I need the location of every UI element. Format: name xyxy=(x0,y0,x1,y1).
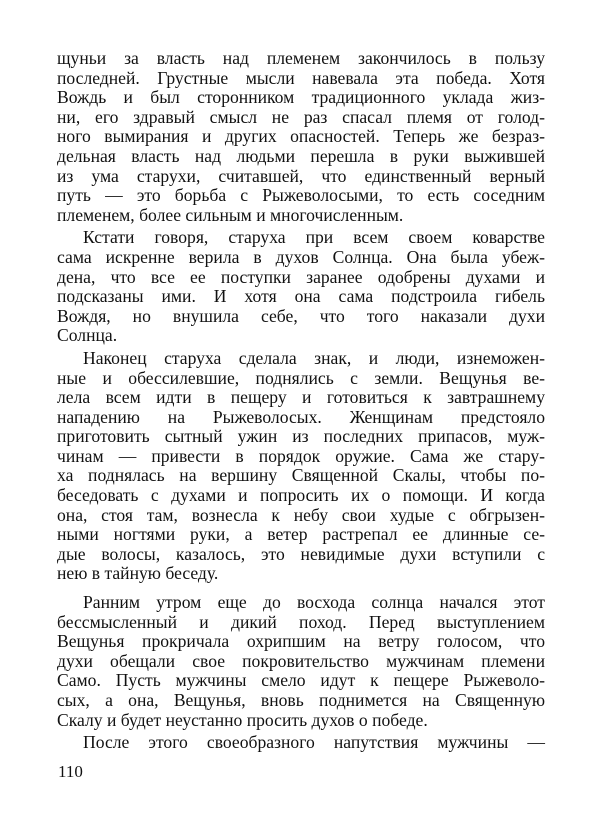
text-line: щуньи за власть над племенем закончилось в пользу xyxy=(57,48,545,68)
text-block-top xyxy=(57,49,545,584)
text-line: ни, его здравый смысл не раз спасал племя от голод- xyxy=(57,106,545,127)
text-line: племенем, более сильным и многочисленным. xyxy=(57,204,404,225)
text-line: путь — это борьба с Рыжеволосыми, то есть соседним xyxy=(57,185,545,206)
text-line: бессмысленный и дикий поход. Перед выступлением xyxy=(57,611,545,632)
text-line: сых, а она, Вещунья, вновь поднимется на Священную xyxy=(57,689,545,710)
text-line: ные и обессилевшие, поднялись с земли. Вещунья ве- xyxy=(57,367,545,388)
text-line: Наконец старуха сделала знак, и люди, изнеможен- xyxy=(83,347,545,368)
page-number: 110 xyxy=(58,762,83,781)
text-line: Вождь и был сторонником традиционного уклада жиз- xyxy=(57,87,545,108)
text-line: приготовить сытный ужин из последних припасов, муж- xyxy=(57,426,545,447)
text-block-bottom xyxy=(57,593,545,753)
text-line: Вождя, но внушила себе, что того наказали духи xyxy=(57,305,545,326)
text-line: чинам — привести в порядок оружие. Сама же стару- xyxy=(57,445,545,466)
text-line: дена, что все ее поступки заранее одобрены духами и xyxy=(57,266,545,287)
text-line: беседовать с духами и попросить их о помощи. И когда xyxy=(57,485,545,506)
text-line: Солнца. xyxy=(57,325,118,346)
text-line: духи обещали свое покровительство мужчинам племени xyxy=(57,650,545,671)
paragraph xyxy=(57,349,545,584)
text-line: подсказаны ими. И хотя она сама подстроила гибель xyxy=(57,286,545,307)
paragraph xyxy=(57,228,545,346)
text-line: последней. Грустные мысли навевала эта победа. Хотя xyxy=(57,67,545,88)
text-line: После этого своеобразного напутствия мужчины — xyxy=(83,732,545,753)
text-line: ного вымирания и других опасностей. Теперь же безраз- xyxy=(57,126,545,147)
text-line: Скалу и будет неустанно просить духов о победе. xyxy=(57,709,428,730)
text-line: Ранним утром еще до восхода солнца начался этот xyxy=(83,592,545,612)
text-line: она, стоя там, вознесла к небу свои худые с обгрызен- xyxy=(57,504,545,525)
paragraph xyxy=(57,593,545,730)
text-line: дые волосы, казалось, это невидимые духи вступили с xyxy=(57,543,545,564)
paragraph xyxy=(57,49,545,225)
text-line: ха поднялась на вершину Священной Скалы, чтобы по- xyxy=(57,465,545,486)
text-line: нападению на Рыжеволосых. Женщинам предстояло xyxy=(57,406,545,427)
text-line: дельная власть над людьми перешла в руки выжившей xyxy=(57,145,545,166)
text-line: из ума старухи, считавшей, что единственный верный xyxy=(57,165,545,186)
text-line: ными ногтями руки, а ветер растрепал ее длинные се- xyxy=(57,524,545,545)
text-line: Вещунья прокричала охрипшим на ветру голосом, что xyxy=(57,631,545,652)
text-line: нею в тайную беседу. xyxy=(57,563,219,584)
paragraph xyxy=(57,733,545,753)
text-line: лела всем идти в пещеру и готовиться к завтрашнему xyxy=(57,387,545,408)
text-line: сама искренне верила в духов Солнца. Она была убеж- xyxy=(57,246,545,267)
text-line: Кстати говоря, старуха при всем своем коварстве xyxy=(83,227,545,248)
text-line: Само. Пусть мужчины смело идут к пещере Рыжеволо- xyxy=(57,670,545,691)
